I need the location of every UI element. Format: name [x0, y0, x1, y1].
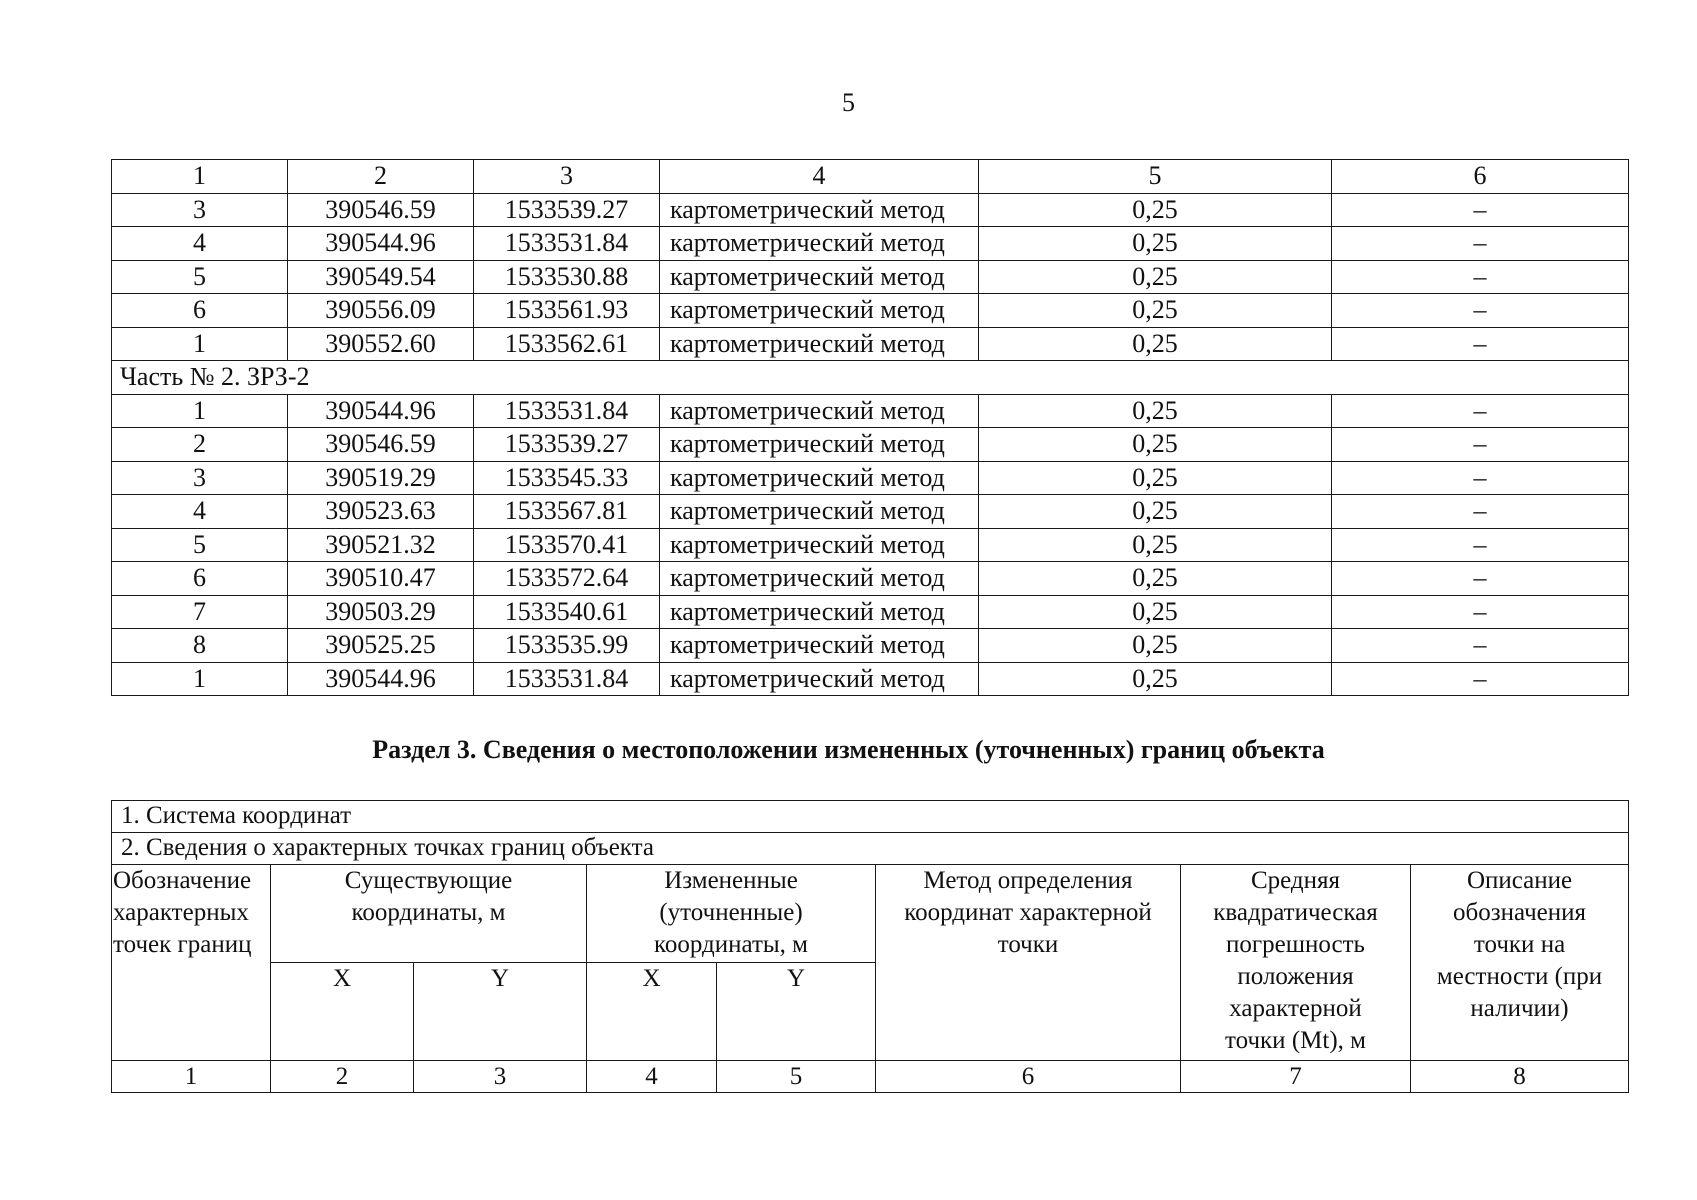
- y-coord-cell: 1533531.84: [474, 394, 660, 428]
- table-row: [112, 495, 1629, 529]
- x-coord-cell: 390546.59: [288, 428, 474, 462]
- method-cell: картометрический метод: [660, 461, 979, 495]
- method-cell: картометрический метод: [660, 662, 979, 696]
- x-coord-cell: 390510.47: [288, 562, 474, 596]
- description-cell: –: [1332, 662, 1629, 696]
- coordinates-table: [111, 159, 1629, 696]
- description-cell: –: [1332, 562, 1629, 596]
- point-number-cell: 5: [112, 528, 288, 562]
- method-cell: картометрический метод: [660, 227, 979, 261]
- header-cell: 1: [112, 160, 288, 194]
- column-number: 1: [112, 1061, 271, 1093]
- error-cell: 0,25: [979, 495, 1332, 529]
- method-cell: картометрический метод: [660, 629, 979, 663]
- point-number-cell: 6: [112, 562, 288, 596]
- column-number: 5: [717, 1061, 876, 1093]
- error-cell: 0,25: [979, 629, 1332, 663]
- y-coord-cell: 1533572.64: [474, 562, 660, 596]
- column-number: 8: [1411, 1061, 1629, 1093]
- header-cell: 3: [474, 160, 660, 194]
- table-row: [112, 193, 1629, 227]
- point-number-cell: 4: [112, 227, 288, 261]
- point-number-cell: 8: [112, 629, 288, 663]
- mse-header: Средняя квадратическая погрешность положения характерной точки (Mt), м: [1181, 865, 1411, 1061]
- table-header-row: [112, 160, 1629, 194]
- error-cell: 0,25: [979, 528, 1332, 562]
- table-row: [112, 294, 1629, 328]
- description-header: Описание обозначения точки на местности (при наличии): [1411, 865, 1629, 1061]
- points-info-label: 2. Сведения о характерных точках границ объекта: [112, 833, 1629, 865]
- y-coord-cell: 1533530.88: [474, 260, 660, 294]
- x-coord-cell: 390552.60: [288, 327, 474, 361]
- coord-system-row: [112, 801, 1629, 833]
- description-cell: –: [1332, 461, 1629, 495]
- table-row: [112, 528, 1629, 562]
- method-cell: картометрический метод: [660, 193, 979, 227]
- description-cell: –: [1332, 495, 1629, 529]
- header-cell: 2: [288, 160, 474, 194]
- error-cell: 0,25: [979, 394, 1332, 428]
- column-number: 3: [414, 1061, 587, 1093]
- table-row: [112, 629, 1629, 663]
- changed-y-header: Y: [717, 963, 876, 1061]
- point-number-cell: 3: [112, 461, 288, 495]
- description-cell: –: [1332, 528, 1629, 562]
- x-coord-cell: 390521.32: [288, 528, 474, 562]
- section-heading: Раздел 3. Сведения о местоположении измененных (уточненных) границ объекта: [372, 735, 1325, 764]
- error-cell: 0,25: [979, 227, 1332, 261]
- description-cell: –: [1332, 629, 1629, 663]
- y-coord-cell: 1533561.93: [474, 294, 660, 328]
- point-number-cell: 6: [112, 294, 288, 328]
- method-cell: картометрический метод: [660, 595, 979, 629]
- y-coord-cell: 1533531.84: [474, 227, 660, 261]
- table-row: [112, 461, 1629, 495]
- y-coord-cell: 1533539.27: [474, 193, 660, 227]
- table-row: [112, 227, 1629, 261]
- column-number: 2: [271, 1061, 414, 1093]
- table-row: [112, 595, 1629, 629]
- points-info-row: [112, 833, 1629, 865]
- table-row: [112, 327, 1629, 361]
- method-header: Метод определения координат характерной точки: [876, 865, 1181, 1061]
- existing-x-header: X: [271, 963, 414, 1061]
- table-row: [112, 662, 1629, 696]
- description-cell: –: [1332, 428, 1629, 462]
- method-cell: картометрический метод: [660, 294, 979, 328]
- method-cell: картометрический метод: [660, 260, 979, 294]
- error-cell: 0,25: [979, 260, 1332, 294]
- x-coord-cell: 390503.29: [288, 595, 474, 629]
- column-number: 7: [1181, 1061, 1411, 1093]
- point-number-cell: 4: [112, 495, 288, 529]
- x-coord-cell: 390519.29: [288, 461, 474, 495]
- part-label: Часть № 2. ЗРЗ-2: [112, 361, 1629, 395]
- header-cell: 6: [1332, 160, 1629, 194]
- method-cell: картометрический метод: [660, 495, 979, 529]
- description-cell: –: [1332, 227, 1629, 261]
- column-number: 6: [876, 1061, 1181, 1093]
- error-cell: 0,25: [979, 662, 1332, 696]
- y-coord-cell: 1533567.81: [474, 495, 660, 529]
- changed-x-header: X: [587, 963, 717, 1061]
- point-number-cell: 2: [112, 428, 288, 462]
- method-cell: картометрический метод: [660, 428, 979, 462]
- description-cell: –: [1332, 394, 1629, 428]
- method-cell: картометрический метод: [660, 528, 979, 562]
- point-number-cell: 1: [112, 394, 288, 428]
- description-cell: –: [1332, 260, 1629, 294]
- changed-coords-header: Измененные (уточненные) координаты, м: [587, 865, 876, 963]
- point-number-cell: 1: [112, 662, 288, 696]
- description-cell: –: [1332, 595, 1629, 629]
- page-number: 5: [842, 88, 855, 117]
- x-coord-cell: 390544.96: [288, 227, 474, 261]
- existing-coords-header: Существующие координаты, м: [271, 865, 587, 963]
- header-cell: 5: [979, 160, 1332, 194]
- y-coord-cell: 1533531.84: [474, 662, 660, 696]
- error-cell: 0,25: [979, 428, 1332, 462]
- point-number-cell: 1: [112, 327, 288, 361]
- method-cell: картометрический метод: [660, 562, 979, 596]
- point-designation-header: Обозначение характерных точек границ: [112, 865, 271, 1061]
- x-coord-cell: 390546.59: [288, 193, 474, 227]
- error-cell: 0,25: [979, 562, 1332, 596]
- point-number-cell: 3: [112, 193, 288, 227]
- coord-system-label: 1. Система координат: [112, 801, 1629, 833]
- y-coord-cell: 1533539.27: [474, 428, 660, 462]
- y-coord-cell: 1533540.61: [474, 595, 660, 629]
- header-cell: 4: [660, 160, 979, 194]
- table-row: [112, 260, 1629, 294]
- x-coord-cell: 390544.96: [288, 662, 474, 696]
- x-coord-cell: 390525.25: [288, 629, 474, 663]
- error-cell: 0,25: [979, 461, 1332, 495]
- error-cell: 0,25: [979, 294, 1332, 328]
- table-row: [112, 394, 1629, 428]
- x-coord-cell: 390544.96: [288, 394, 474, 428]
- method-cell: картометрический метод: [660, 394, 979, 428]
- header-row-top: [112, 865, 1629, 963]
- x-coord-cell: 390549.54: [288, 260, 474, 294]
- y-coord-cell: 1533535.99: [474, 629, 660, 663]
- x-coord-cell: 390523.63: [288, 495, 474, 529]
- column-numbers-row: [112, 1061, 1629, 1093]
- error-cell: 0,25: [979, 193, 1332, 227]
- point-number-cell: 5: [112, 260, 288, 294]
- x-coord-cell: 390556.09: [288, 294, 474, 328]
- y-coord-cell: 1533570.41: [474, 528, 660, 562]
- column-number: 4: [587, 1061, 717, 1093]
- description-cell: –: [1332, 327, 1629, 361]
- existing-y-header: Y: [414, 963, 587, 1061]
- changed-boundaries-table: [111, 800, 1629, 1093]
- part-label-row: [112, 361, 1629, 395]
- description-cell: –: [1332, 294, 1629, 328]
- description-cell: –: [1332, 193, 1629, 227]
- y-coord-cell: 1533562.61: [474, 327, 660, 361]
- point-number-cell: 7: [112, 595, 288, 629]
- error-cell: 0,25: [979, 327, 1332, 361]
- table-row: [112, 428, 1629, 462]
- method-cell: картометрический метод: [660, 327, 979, 361]
- table-row: [112, 562, 1629, 596]
- y-coord-cell: 1533545.33: [474, 461, 660, 495]
- error-cell: 0,25: [979, 595, 1332, 629]
